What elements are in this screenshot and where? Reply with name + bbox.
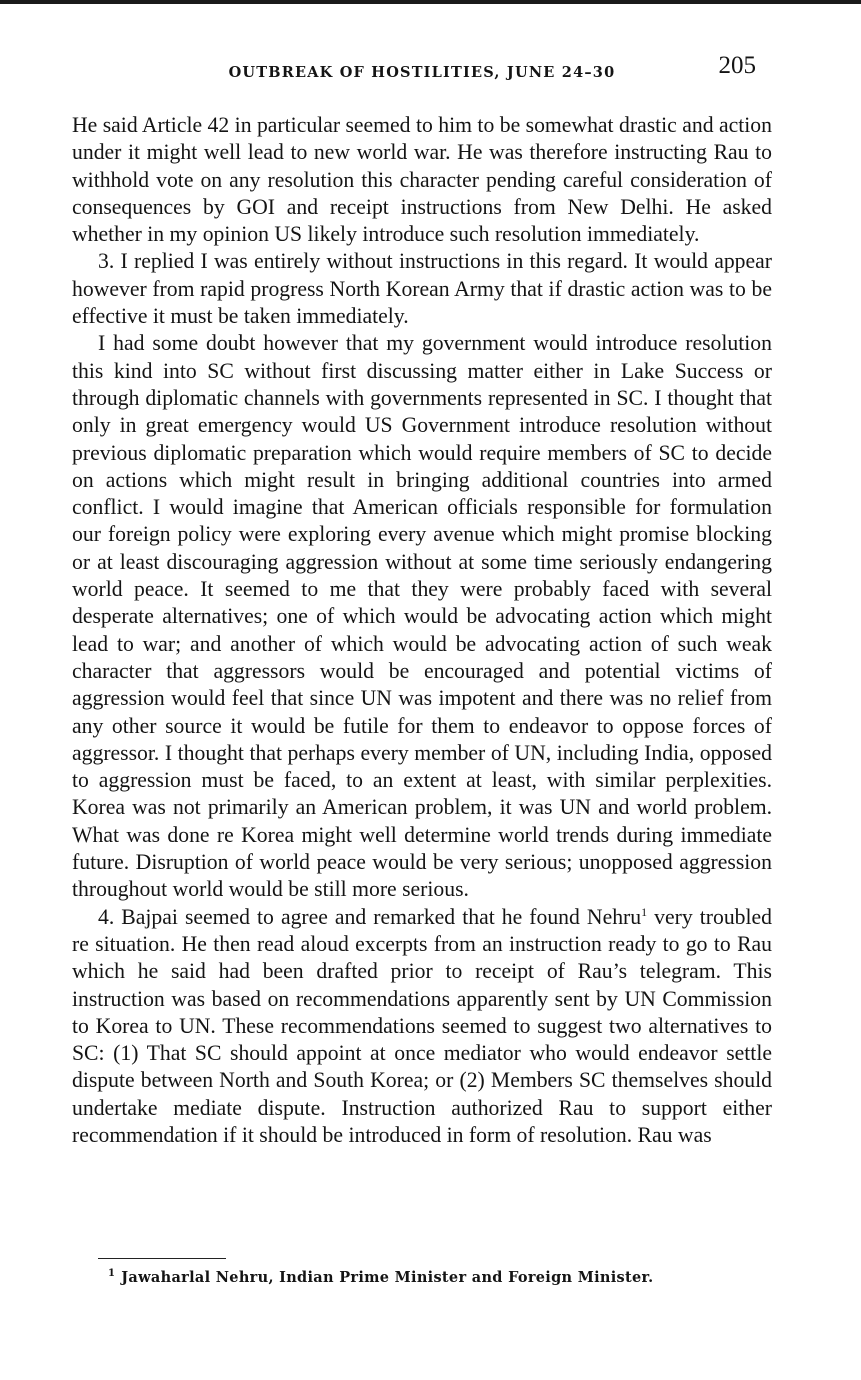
- footnote-marker: 1: [108, 1268, 116, 1279]
- paragraph-4: [72, 904, 772, 1150]
- top-edge-rule: [0, 0, 861, 4]
- footnote-area: [72, 1258, 772, 1286]
- paragraph-continuation: He said Article 42 in particular seemed to him to be somewhat drastic and action under it might well lead to new world war. He was therefore instructing Rau to withhold vote on any resolution this character pending careful consideration of consequences by GOI and receipt instructions from New Delhi. He asked whether in my opinion US likely introduce such resolution immediately.: [72, 113, 772, 247]
- body-text: [72, 112, 772, 1149]
- running-title: OUTBREAK OF HOSTILITIES, JUNE 24–30: [228, 64, 616, 81]
- paragraph-4-start: 4. Bajpai seemed to agree and remarked that he found Nehru: [98, 904, 642, 929]
- paragraph-3-continued: I had some doubt however that my government would introduce resolution this kind into SC without first discussing matter either in Lake Success or through diplomatic channels with governments represented in SC. I thought that only in great emergency would US Government introduce resolution without previous diplomatic preparation which would require members of SC to decide on actions which might result in bringing additional countries into armed conflict. I would imagine that American officials responsible for formulation our foreign policy were exploring every avenue which might promise blocking or at least discouraging aggression without at some time seriously endangering world peace. It seemed to me that they were probably faced with several desperate alternatives; one of which would be advocating action which might lead to war; and another of which would be advocating action of such weak character that aggressors would be encouraged and potential victims of aggression would feel that since UN was impotent and there was no relief from any other source it would be futile for them to endeavor to oppose forces of aggressor. I thought that perhaps every member of UN, including India, opposed to aggression must be faced, to an extent at least, with similar perplexities. Korea was not primarily an American problem, it was UN and world problem. What was done re Korea might well determine world trends during immediate future. Disruption of world peace would be very serious; unopposed aggression throughout world would be still more serious.: [72, 331, 772, 902]
- footnote-reference: 1: [641, 904, 648, 919]
- page-number: 205: [718, 52, 756, 79]
- document-page: [72, 50, 772, 1350]
- running-header: [72, 50, 772, 102]
- paragraph-4-rest: very troubled re situation. He then read aloud excerpts from an instruction ready to go to Rau which he said had been drafted prior to receipt of Rau’s telegram. This instruction was based on recommendations apparently sent by UN Commission to Korea to UN. These recommendations seemed to suggest two alternatives to SC: (1) That SC should appoint at once mediator who would endeavor settle dispute between North and South Korea; or (2) Members SC themselves should undertake mediate dispute. Instruction authorized Rau to support either recommendation if it should be introduced in form of resolution. Rau was: [72, 904, 772, 1147]
- footnote: [108, 1268, 772, 1286]
- footnote-text: Jawaharlal Nehru, Indian Prime Minister and Foreign Minister.: [121, 1268, 654, 1286]
- footnote-rule: [98, 1258, 226, 1259]
- paragraph-3: 3. I replied I was entirely without instructions in this regard. It would appear however from rapid progress North Korean Army that if drastic action was to be effective it must be taken immediately.: [72, 249, 772, 329]
